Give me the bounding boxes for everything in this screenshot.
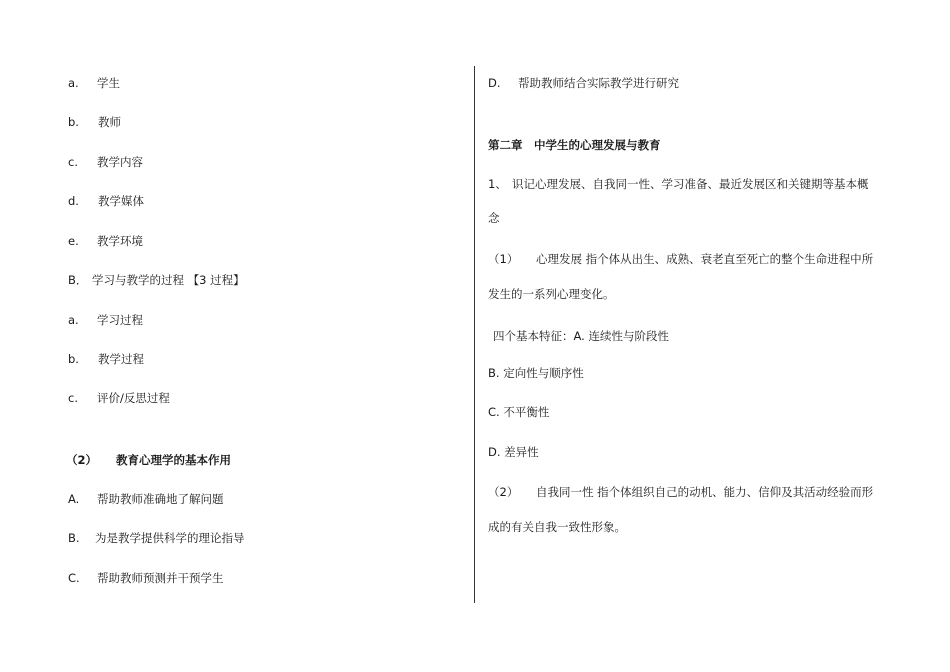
section-heading xyxy=(66,452,231,468)
right-column xyxy=(476,0,950,672)
column-divider xyxy=(474,66,475,603)
item-marker: c. xyxy=(68,155,78,169)
definition-development xyxy=(488,251,873,267)
point-1-continued: 念 xyxy=(488,211,500,225)
item-marker: b. xyxy=(68,352,79,366)
item-marker: c. xyxy=(68,391,78,405)
definition-development-continued: 发生的一系列心理变化。 xyxy=(488,287,615,301)
item-text: 评价/反思过程 xyxy=(97,391,170,405)
item-text: 教学过程 xyxy=(98,352,144,366)
list-item xyxy=(68,233,143,249)
item-marker: b. xyxy=(68,115,79,129)
item-marker: C. xyxy=(68,571,80,585)
item-text: 教学媒体 xyxy=(98,194,144,208)
definition-marker: （1） xyxy=(488,252,519,266)
list-item xyxy=(68,272,245,288)
list-item xyxy=(68,390,170,406)
feature-item: B. 定向性与顺序性 xyxy=(488,366,584,380)
item-text: 学习与教学的过程 【3 过程】 xyxy=(92,273,245,287)
heading-text: 教育心理学的基本作用 xyxy=(116,453,231,467)
list-item xyxy=(68,530,245,546)
item-marker: a. xyxy=(68,76,79,90)
chapter-title: 第二章 中学生的心理发展与教育 xyxy=(488,138,661,152)
item-marker: D. xyxy=(488,76,501,90)
heading-marker: （2） xyxy=(66,453,98,467)
point-text-line-1: 识记心理发展、自我同一性、学习准备、最近发展区和关键期等基本概 xyxy=(512,177,869,191)
item-text: 学习过程 xyxy=(97,313,143,327)
item-text: 帮助教师准确地了解问题 xyxy=(97,492,224,506)
item-marker: A. xyxy=(68,492,80,506)
feature-item: D. 差异性 xyxy=(488,445,539,459)
list-item xyxy=(68,351,144,367)
feature-item: C. 不平衡性 xyxy=(488,405,550,419)
item-text: 教学内容 xyxy=(97,155,143,169)
item-text: 教师 xyxy=(98,115,121,129)
definition-identity-continued: 成的有关自我一致性形象。 xyxy=(488,520,626,534)
item-text: 为是教学提供科学的理论指导 xyxy=(95,531,245,545)
definition-marker: （2） xyxy=(488,485,519,499)
item-marker: a. xyxy=(68,313,79,327)
item-marker: B. xyxy=(68,531,80,545)
item-marker: B． xyxy=(68,273,88,287)
item-text: 帮助教师预测并干预学生 xyxy=(97,571,224,585)
point-marker: 1、 xyxy=(488,177,507,191)
list-item xyxy=(68,312,143,328)
list-item xyxy=(68,154,143,170)
item-marker: e. xyxy=(68,234,79,248)
list-item xyxy=(68,114,121,130)
list-item xyxy=(68,75,120,91)
definition-text-line-1: 心理发展 指个体从出生、成熟、衰老直至死亡的整个生命进程中所 xyxy=(536,252,874,266)
features-intro: 四个基本特征：A. 连续性与阶段性 xyxy=(493,329,669,343)
left-column xyxy=(0,0,474,672)
definition-text-line-1: 自我同一性 指个体组织自己的动机、能力、信仰及其活动经验而形 xyxy=(536,485,874,499)
list-item xyxy=(68,491,224,507)
list-item xyxy=(488,75,679,91)
item-text: 学生 xyxy=(97,76,120,90)
list-item xyxy=(68,570,224,586)
item-text: 帮助教师结合实际教学进行研究 xyxy=(518,76,679,90)
item-text: 教学环境 xyxy=(97,234,143,248)
point-1 xyxy=(488,176,869,192)
list-item xyxy=(68,193,144,209)
definition-identity xyxy=(488,484,873,500)
item-marker: d. xyxy=(68,194,79,208)
